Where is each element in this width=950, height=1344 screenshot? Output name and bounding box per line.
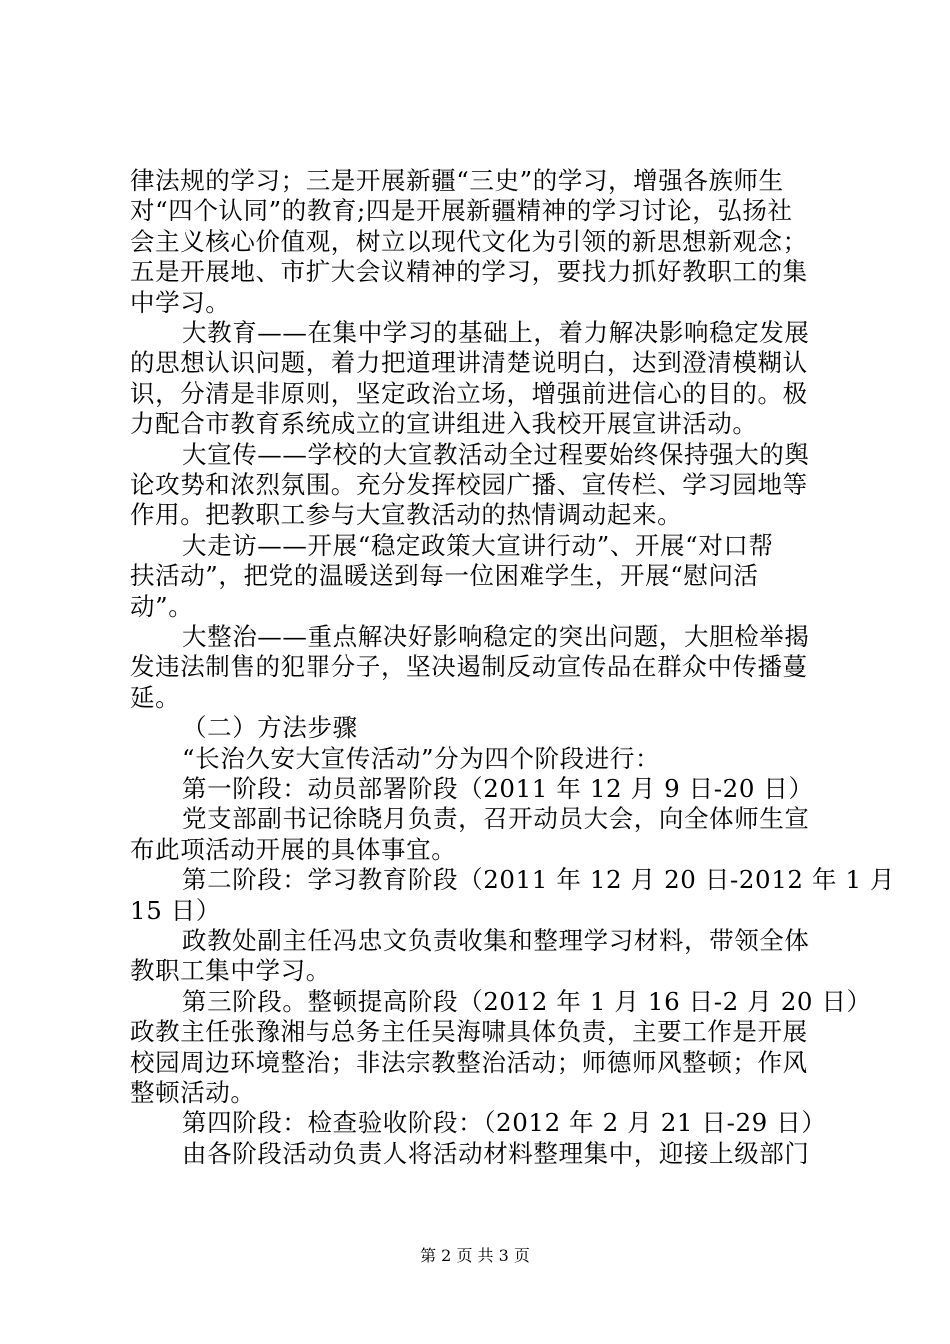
- body-line-29: 政教主任张豫湘与总务主任吴海啸具体负责，主要工作是开展: [130, 1017, 808, 1047]
- body-line-26: 政教处副主任冯忠文负责收集和整理学习材料，带领全体: [182, 926, 810, 955]
- stage-2-heading: 第二阶段：学习教育阶段（2011 年 12 月 20 日-2012 年 1 月: [182, 865, 896, 895]
- section-heading-methods: （二）方法步骤: [182, 713, 358, 743]
- body-line-4: 五是开展地、市扩大会议精神的学习，要找力抓好教职工的集: [130, 257, 808, 287]
- body-line-20: “长治久安大宣传活动”分为四个阶段进行：: [182, 743, 661, 773]
- body-line-12: 作用。把教职工参与大宣教活动的热情调动起来。: [130, 500, 683, 530]
- body-line-7: 的思想认识问题，着力把道理讲清楚说明白，达到澄清模糊认: [130, 348, 808, 378]
- body-line-31: 整顿活动。: [130, 1078, 256, 1107]
- body-line-18: 延。: [130, 682, 181, 712]
- body-line-14: 扶活动”，把党的温暖送到每一位困难学生，开展“慰问活: [130, 561, 759, 591]
- body-line-5: 中学习。: [130, 287, 231, 317]
- body-line-30: 校园周边环境整治；非法宗教整治活动；师德师风整顿；作风: [130, 1047, 808, 1077]
- body-line-13: 大走访——开展“稳定政策大宣讲行动”、开展“对口帮: [182, 530, 774, 560]
- body-line-8: 识，分清是非原则，坚定政治立场，增强前进信心的目的。极: [130, 378, 808, 408]
- body-line-25: 15 日）: [130, 895, 221, 925]
- body-line-33: 由各阶段活动负责人将活动材料整理集中，迎接上级部门: [182, 1138, 810, 1168]
- body-line-27: 教职工集中学习。: [130, 956, 331, 986]
- body-line-15: 动”。: [130, 591, 194, 621]
- body-line-10: 大宣传——学校的大宣教活动全过程要始终保持强大的舆: [182, 439, 810, 469]
- body-line-1: 律法规的学习；三是开展新疆“三史”的学习，增强各族师生: [130, 166, 784, 195]
- stage-4-heading: 第四阶段：检查验收阶段：（2012 年 2 月 21 日-29 日）: [182, 1108, 827, 1138]
- body-line-16: 大整治——重点解决好影响稳定的突出问题，大胆检举揭: [182, 622, 810, 651]
- body-line-6: 大教育——在集中学习的基础上，着力解决影响稳定发展: [182, 318, 810, 347]
- stage-1-heading: 第一阶段：动员部署阶段（2011 年 12 月 9 日-20 日）: [182, 774, 814, 803]
- body-line-22: 党支部副书记徐晓月负责，召开动员大会，向全体师生宣: [182, 804, 810, 834]
- page-number-footer: 第 2 页 共 3 页: [420, 1246, 530, 1265]
- body-line-17: 发违法制售的犯罪分子，坚决遏制反动宣传品在群众中传播蔓: [130, 652, 808, 682]
- body-line-3: 会主义核心价值观，树立以现代文化为引领的新思想新观念；: [130, 226, 808, 256]
- body-line-2: 对“四个认同”的教育;四是开展新疆精神的学习讨论，弘扬社: [130, 196, 793, 226]
- body-line-11: 论攻势和浓烈氛围。充分发挥校园广播、宣传栏、学习园地等: [130, 470, 808, 499]
- stage-3-heading: 第三阶段。整顿提高阶段（2012 年 1 月 16 日-2 月 20 日）: [182, 986, 872, 1016]
- body-line-23: 布此项活动开展的具体事宜。: [130, 834, 457, 864]
- body-line-9: 力配合市教育系统成立的宣讲组进入我校开展宣讲活动。: [130, 409, 758, 439]
